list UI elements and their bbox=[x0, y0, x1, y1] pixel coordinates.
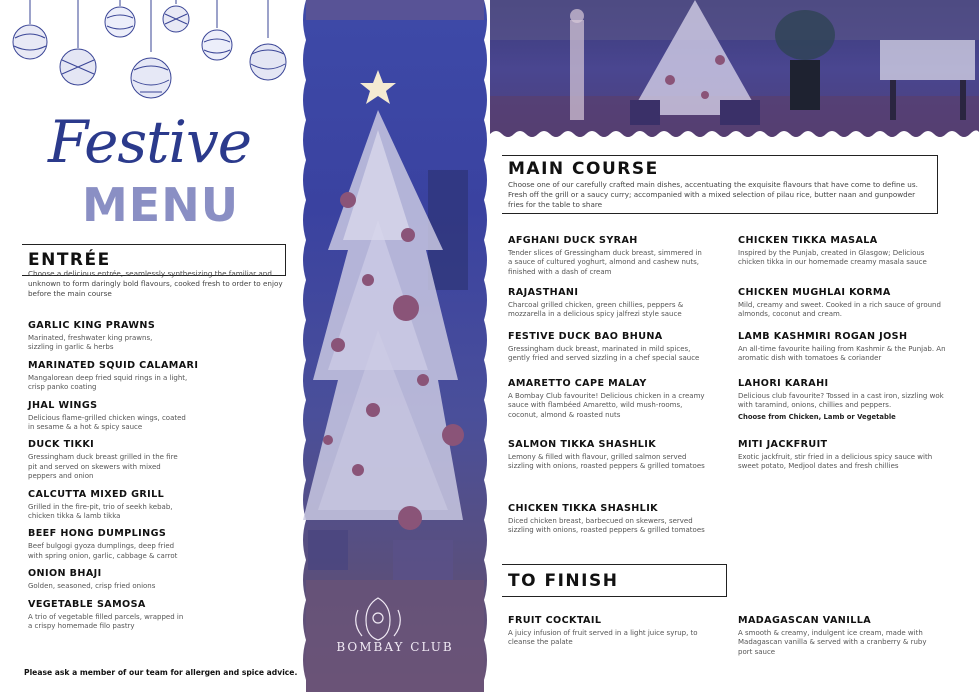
list-item bbox=[28, 599, 293, 632]
list-item bbox=[508, 287, 708, 320]
list-item bbox=[508, 615, 698, 648]
item-desc: Diced chicken breast, barbecued on skewers, served sizzling with onions, roasted peppers & grilled tomatoes bbox=[508, 517, 705, 535]
wavy-divider-icon bbox=[490, 128, 979, 142]
menu-title: MENU bbox=[82, 178, 240, 232]
item-name: DUCK TIKKI bbox=[28, 439, 95, 451]
entree-description: Choose a delicious entrée, seamlessly synthesizing the familiar and unknown to form daringly bold flavours, cooked fresh to order to enjoy before the main course bbox=[28, 269, 283, 298]
allergy-note: Please ask a member of our team for allergen and spice advice. bbox=[24, 668, 298, 677]
item-desc: A trio of vegetable filled parcels, wrapped in a crispy homemade filo pastry bbox=[28, 612, 184, 631]
item-note: Choose from Chicken, Lamb or Vegetable bbox=[738, 412, 896, 421]
list-item bbox=[28, 400, 293, 433]
item-name: CALCUTTA MIXED GRILL bbox=[28, 488, 165, 500]
item-name: JHAL WINGS bbox=[28, 399, 98, 411]
bombay-club-logo: BOMBAY CLUB bbox=[336, 640, 454, 654]
list-item bbox=[28, 528, 293, 561]
list-item bbox=[738, 439, 950, 472]
item-name: AFGHANI DUCK SYRAH bbox=[508, 235, 638, 246]
item-desc: A Bombay Club favourite! Delicious chicken in a creamy sauce with flambéed Amaretto, wild mush-rooms, coconut, almond & roasted nuts bbox=[508, 392, 705, 419]
main-course-heading: MAIN COURSE bbox=[508, 159, 659, 179]
item-desc: Marinated, freshwater king prawns, sizzling in garlic & herbs bbox=[28, 334, 153, 352]
list-item bbox=[738, 235, 950, 268]
item-desc: Exotic jackfruit, stir fried in a delicious spicy sauce with sweet potato, Medjool dates and fresh chillies bbox=[738, 453, 933, 471]
item-name: SALMON TIKKA SHASHLIK bbox=[508, 439, 657, 450]
list-item bbox=[28, 568, 293, 591]
restaurant-scene-icon bbox=[490, 0, 979, 138]
bauble-ornaments-icon bbox=[0, 0, 300, 110]
festive-script-title: Festive bbox=[48, 108, 252, 176]
list-item bbox=[508, 235, 708, 277]
item-name: ONION BHAJI bbox=[28, 568, 102, 580]
item-name: CHICKEN TIKKA MASALA bbox=[738, 235, 878, 246]
item-desc: Inspired by the Punjab, created in Glasgow; Delicious chicken tikka in our homemade creamy masala sauce bbox=[738, 249, 927, 267]
item-desc: Golden, seasoned, crisp fried onions bbox=[28, 582, 156, 591]
to-finish-heading: TO FINISH bbox=[508, 571, 619, 591]
item-desc: A juicy infusion of fruit served in a light juice syrup, to cleanse the palate bbox=[508, 629, 698, 647]
item-desc: An all-time favourite hailing from Kashmir & the Punjab. An aromatic dish with tomatoes & coriander bbox=[738, 345, 946, 363]
list-item bbox=[508, 331, 708, 364]
main-course-description: Choose one of our carefully crafted main dishes, accentuating the exquisite flavours that have come to define us. Fresh off the grill or a saucy curry; accompanied with a mixed selection of pilau rice, butter naan and gunpowder fries for the table to share bbox=[508, 180, 918, 209]
item-desc: Mild, creamy and sweet. Cooked in a rich sauce of ground almonds, coconut and cream. bbox=[738, 301, 941, 319]
left-panel bbox=[0, 0, 300, 692]
item-desc: Delicious club favourite? Tossed in a cast iron, sizzling wok with taramind, onions, chillies and peppers. bbox=[738, 392, 944, 410]
item-name: CHICKEN TIKKA SHASHLIK bbox=[508, 503, 659, 514]
christmas-tree-icon bbox=[298, 0, 490, 692]
item-desc: Beef bulgogi gyoza dumplings, deep fried with spring onion, garlic, cabbage & carrot bbox=[28, 542, 178, 560]
item-name: FESTIVE DUCK BAO BHUNA bbox=[508, 331, 663, 342]
list-item bbox=[738, 287, 950, 320]
item-name: MADAGASCAN VANILLA bbox=[738, 615, 872, 626]
christmas-tree-photo bbox=[298, 0, 490, 692]
item-name: LAHORI KARAHI bbox=[738, 378, 829, 389]
list-item bbox=[28, 439, 293, 481]
item-desc: Gressingham duck breast, marinated in mild spices, gently fried and served sizzling in a chef special sauce bbox=[508, 345, 700, 363]
item-name: GARLIC KING PRAWNS bbox=[28, 320, 156, 331]
entree-heading: ENTRÉE bbox=[28, 250, 111, 270]
list-item bbox=[508, 378, 708, 420]
list-item bbox=[28, 489, 293, 522]
entree-list bbox=[28, 320, 293, 639]
item-name: FRUIT COCKTAIL bbox=[508, 615, 602, 626]
item-desc: Lemony & filled with flavour, grilled salmon served sizzling with onions, roasted peppers & grilled tomatoes bbox=[508, 453, 705, 471]
item-name: MITI JACKFRUIT bbox=[738, 439, 828, 450]
item-name: RAJASTHANI bbox=[508, 287, 579, 298]
list-item bbox=[738, 331, 950, 364]
item-desc: Delicious flame-grilled chicken wings, coated in sesame & a hot & spicy sauce bbox=[28, 413, 186, 432]
item-desc: Grilled in the fire-pit, trio of seekh kebab, chicken tikka & lamb tikka bbox=[28, 502, 173, 521]
list-item bbox=[738, 378, 950, 421]
list-item bbox=[28, 320, 293, 353]
item-desc: Gressingham duck breast grilled in the fire pit and served on skewers with mixed peppers and onion bbox=[28, 453, 178, 481]
item-desc: A smooth & creamy, indulgent ice cream, made with Madagascan vanilla & served with a cranberry & ruby port sauce bbox=[738, 629, 927, 656]
item-name: LAMB KASHMIRI ROGAN JOSH bbox=[738, 331, 908, 342]
item-name: BEEF HONG DUMPLINGS bbox=[28, 528, 167, 540]
item-name: AMARETTO CAPE MALAY bbox=[508, 378, 647, 389]
item-name: VEGETABLE SAMOSA bbox=[28, 598, 146, 610]
list-item bbox=[28, 360, 293, 393]
item-desc: Charcoal grilled chicken, green chillies, peppers & mozzarella in a delicious spicy jalfrezi style sauce bbox=[508, 301, 684, 319]
item-name: MARINATED SQUID CALAMARI bbox=[28, 359, 199, 371]
restaurant-interior-photo bbox=[490, 0, 979, 138]
list-item bbox=[508, 503, 708, 536]
list-item bbox=[738, 615, 934, 657]
list-item bbox=[508, 439, 708, 472]
item-desc: Mangalorean deep fried squid rings in a light, crisp panko coating bbox=[28, 373, 188, 392]
item-name: CHICKEN MUGHLAI KORMA bbox=[738, 287, 891, 298]
item-desc: Tender slices of Gressingham duck breast, simmered in a sauce of cultured yoghurt, almond and cashew nuts, finished with a dash of cream bbox=[508, 249, 702, 276]
